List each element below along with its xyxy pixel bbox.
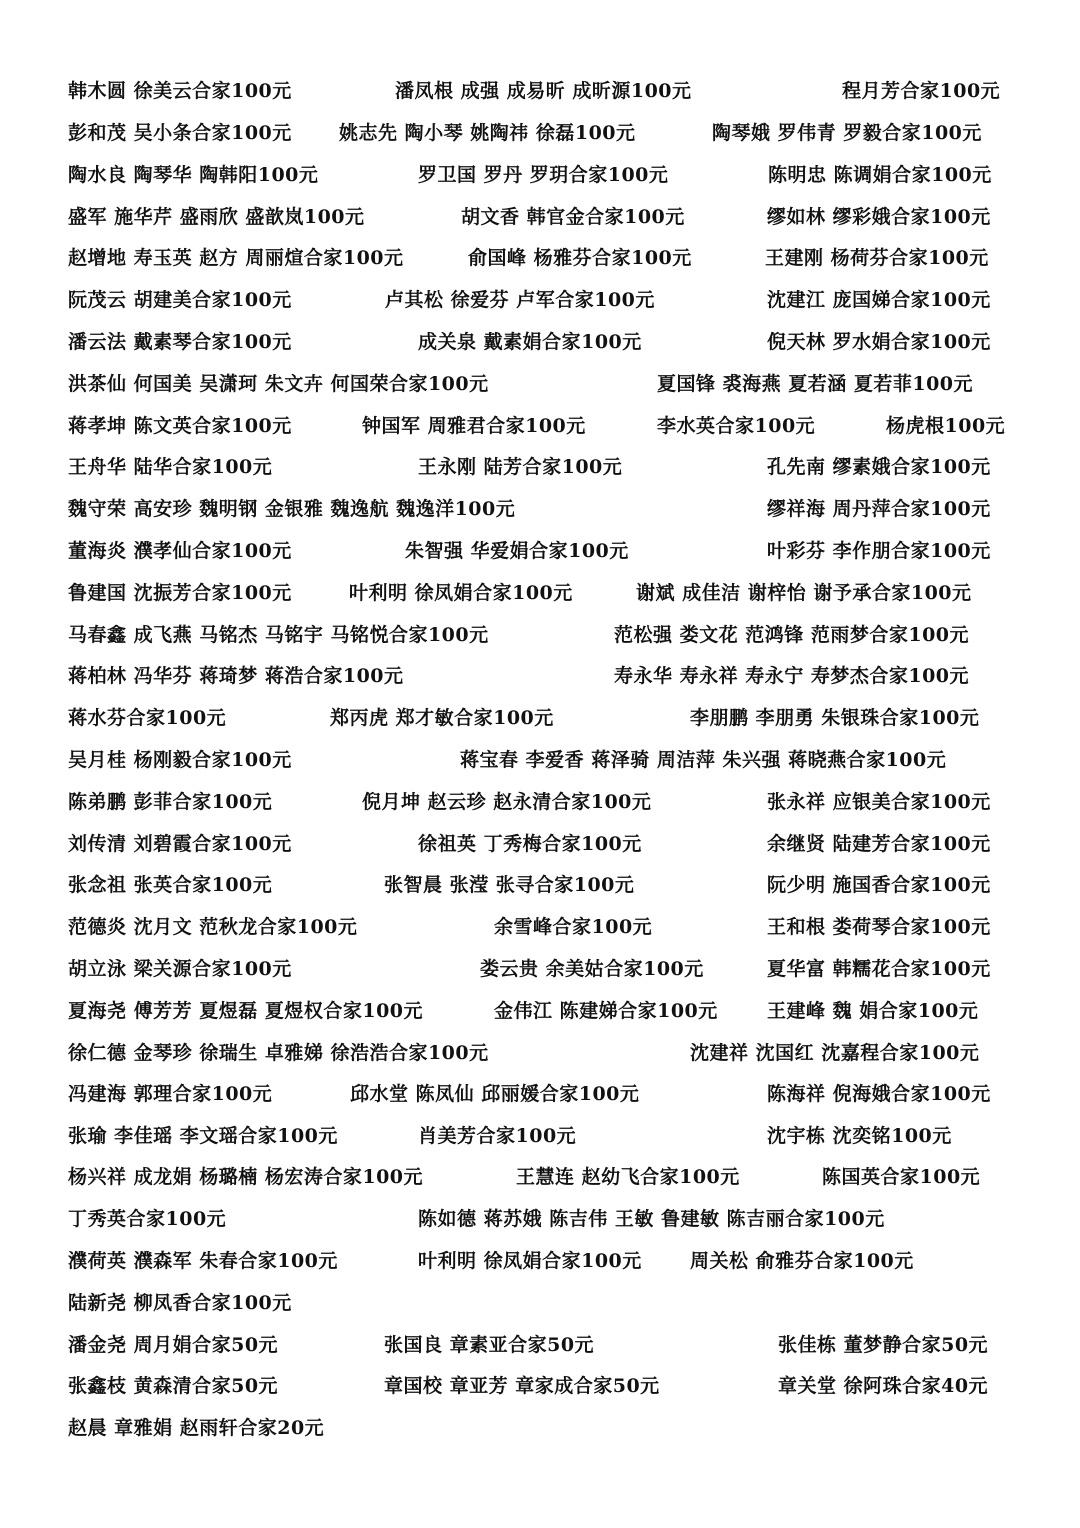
donor-entry: 蒋宝春 李爱香 蒋泽骑 周洁萍 朱兴强 蒋晓燕合家100元 (460, 749, 947, 771)
donor-entry: 魏守荣 高安珍 魏明钢 金银雅 魏逸航 魏逸洋100元 (68, 498, 516, 520)
donor-entry: 蒋孝坤 陈文英合家100元 (68, 415, 292, 437)
donor-entry: 罗卫国 罗丹 罗玥合家100元 (418, 164, 669, 186)
donor-entry: 杨兴祥 成龙娟 杨璐楠 杨宏涛合家100元 (68, 1166, 424, 1188)
donor-entry: 盛军 施华芹 盛雨欣 盛歆岚100元 (68, 206, 365, 228)
donor-entry: 王舟华 陆华合家100元 (68, 456, 273, 478)
donor-entry: 肖美芳合家100元 (418, 1125, 577, 1147)
donor-entry: 陈海祥 倪海娥合家100元 (767, 1083, 991, 1105)
donor-entry: 张佳栋 董梦静合家50元 (778, 1334, 989, 1356)
donor-entry: 潘凤根 成强 成易昕 成昕源100元 (395, 80, 692, 102)
donor-entry: 潘云法 戴素琴合家100元 (68, 331, 292, 353)
donor-entry: 郑丙虎 郑才敏合家100元 (330, 707, 554, 729)
donor-entry: 李水英合家100元 (657, 415, 816, 437)
donor-entry: 蒋柏林 冯华芬 蒋琦梦 蒋浩合家100元 (68, 665, 404, 687)
donor-entry: 蒋水芬合家100元 (68, 707, 227, 729)
donor-entry: 夏海尧 傅芳芳 夏煜磊 夏煜权合家100元 (68, 1000, 424, 1022)
donor-entry: 夏国锋 裘海燕 夏若涵 夏若菲100元 (657, 373, 974, 395)
donor-entry: 邱水堂 陈凤仙 邱丽媛合家100元 (350, 1083, 640, 1105)
donor-entry: 李朋鹏 李朋勇 朱银珠合家100元 (690, 707, 980, 729)
donor-entry: 叶彩芬 李作朋合家100元 (767, 540, 991, 562)
donor-entry: 张永祥 应银美合家100元 (767, 791, 991, 813)
donor-entry: 陆新尧 柳凤香合家100元 (68, 1292, 292, 1314)
donor-entry: 叶利明 徐凤娟合家100元 (418, 1250, 642, 1272)
donor-entry: 马春鑫 成飞燕 马铭杰 马铭宇 马铭悦合家100元 (68, 624, 489, 646)
donor-entry: 姚志先 陶小琴 姚陶祎 徐磊100元 (339, 122, 636, 144)
donor-entry: 濮荷英 濮森军 朱春合家100元 (68, 1250, 338, 1272)
donor-entry: 鲁建国 沈振芳合家100元 (68, 582, 292, 604)
donor-entry: 胡立泳 梁关源合家100元 (68, 958, 292, 980)
donor-entry: 张念祖 张英合家100元 (68, 874, 273, 896)
donor-entry: 范松强 娄文花 范鸿锋 范雨梦合家100元 (614, 624, 970, 646)
donor-entry: 陈明忠 陈调娟合家100元 (768, 164, 992, 186)
donor-entry: 缪如林 缪彩娥合家100元 (767, 206, 991, 228)
donor-entry: 陈弟鹏 彭菲合家100元 (68, 791, 273, 813)
donor-entry: 章国校 章亚芳 章家成合家50元 (384, 1375, 660, 1397)
donor-entry: 范德炎 沈月文 范秋龙合家100元 (68, 916, 358, 938)
donor-entry: 王和根 娄荷琴合家100元 (767, 916, 991, 938)
donor-entry: 张鑫枝 黄森清合家50元 (68, 1375, 279, 1397)
donor-entry: 陈国英合家100元 (822, 1166, 981, 1188)
donor-entry: 夏华富 韩糯花合家100元 (767, 958, 991, 980)
donor-entry: 程月芳合家100元 (842, 80, 1001, 102)
donor-entry: 章关堂 徐阿珠合家40元 (778, 1375, 989, 1397)
donor-entry: 朱智强 华爱娟合家100元 (405, 540, 629, 562)
donor-entry: 彭和茂 吴小条合家100元 (68, 122, 292, 144)
donor-entry: 沈建祥 沈国红 沈嘉程合家100元 (690, 1042, 980, 1064)
donor-entry: 冯建海 郭理合家100元 (68, 1083, 273, 1105)
donor-entry: 俞国峰 杨雅芬合家100元 (468, 247, 692, 269)
donor-entry: 余继贤 陆建芳合家100元 (767, 833, 991, 855)
donor-entry: 徐仁德 金琴珍 徐瑞生 卓雅娣 徐浩浩合家100元 (68, 1042, 489, 1064)
donor-entry: 徐祖英 丁秀梅合家100元 (418, 833, 642, 855)
donor-entry: 陈如德 蒋苏娥 陈吉伟 王敏 鲁建敏 陈吉丽合家100元 (418, 1208, 885, 1230)
donor-entry: 沈建江 庞国娣合家100元 (767, 289, 991, 311)
donor-entry: 潘金尧 周月娟合家50元 (68, 1334, 279, 1356)
donor-entry: 吴月桂 杨刚毅合家100元 (68, 749, 292, 771)
donor-entry: 余雪峰合家100元 (494, 916, 653, 938)
donor-entry: 钟国军 周雅君合家100元 (362, 415, 586, 437)
donor-entry: 寿永华 寿永祥 寿永宁 寿梦杰合家100元 (614, 665, 970, 687)
donor-entry: 叶利明 徐凤娟合家100元 (349, 582, 573, 604)
donor-entry: 金伟江 陈建娣合家100元 (494, 1000, 718, 1022)
donor-entry: 沈宇栋 沈奕铭100元 (767, 1125, 952, 1147)
donor-entry: 董海炎 濮孝仙合家100元 (68, 540, 292, 562)
donor-entry: 赵晨 章雅娟 赵雨轩合家20元 (68, 1417, 325, 1439)
donor-entry: 谢斌 成佳洁 谢梓怡 谢予承合家100元 (636, 582, 972, 604)
donor-entry: 娄云贵 余美姑合家100元 (480, 958, 704, 980)
donor-entry: 赵增地 寿玉英 赵方 周丽煊合家100元 (68, 247, 404, 269)
donor-entry: 成关泉 戴素娟合家100元 (418, 331, 642, 353)
donor-entry: 张智晨 张滢 张寻合家100元 (384, 874, 635, 896)
donor-entry: 陶水良 陶琴华 陶韩阳100元 (68, 164, 319, 186)
donor-entry: 缪祥海 周丹萍合家100元 (767, 498, 991, 520)
donor-entry: 王建刚 杨荷芬合家100元 (765, 247, 989, 269)
donor-entry: 陶琴娥 罗伟青 罗毅合家100元 (712, 122, 982, 144)
donor-entry: 王建峰 魏 娟合家100元 (767, 1000, 979, 1022)
donor-entry: 张瑜 李佳瑶 李文瑶合家100元 (68, 1125, 338, 1147)
donor-entry: 丁秀英合家100元 (68, 1208, 227, 1230)
donor-entry: 杨虎根100元 (886, 415, 1006, 437)
donor-entry: 王慧连 赵幼飞合家100元 (516, 1166, 740, 1188)
donor-entry: 刘传清 刘碧霞合家100元 (68, 833, 292, 855)
donor-entry: 卢其松 徐爱芬 卢军合家100元 (385, 289, 655, 311)
donor-entry: 洪茶仙 何国美 吴潇珂 朱文卉 何国荣合家100元 (68, 373, 489, 395)
donor-entry: 韩木圆 徐美云合家100元 (68, 80, 292, 102)
donor-entry: 张国良 章素亚合家50元 (384, 1334, 595, 1356)
donor-entry: 阮茂云 胡建美合家100元 (68, 289, 292, 311)
donor-entry: 倪月坤 赵云珍 赵永清合家100元 (362, 791, 652, 813)
donor-entry: 胡文香 韩官金合家100元 (461, 206, 685, 228)
donor-entry: 倪天林 罗水娟合家100元 (767, 331, 991, 353)
donor-entry: 孔先南 缪素娥合家100元 (767, 456, 991, 478)
donor-entry: 周关松 俞雅芬合家100元 (690, 1250, 914, 1272)
donor-entry: 王永刚 陆芳合家100元 (418, 456, 623, 478)
donor-entry: 阮少明 施国香合家100元 (767, 874, 991, 896)
